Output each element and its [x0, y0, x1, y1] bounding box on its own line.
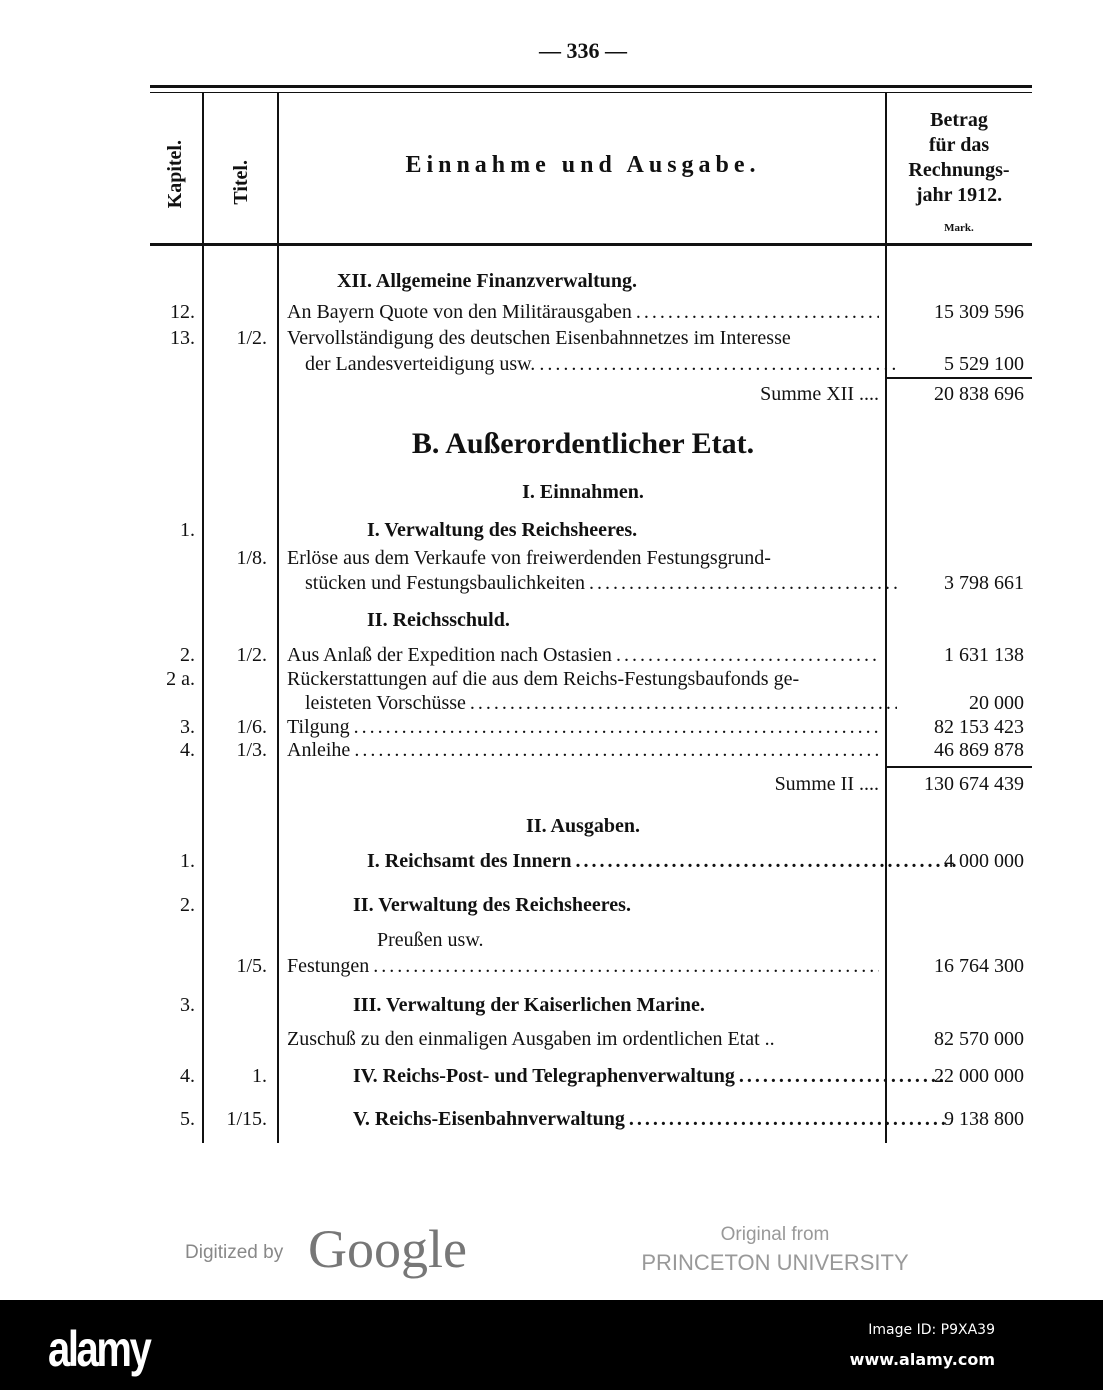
description-cell	[287, 1064, 945, 1088]
amount-cell: 22 000 000	[934, 1065, 1024, 1087]
table-row	[150, 1064, 1030, 1088]
header-amount	[888, 108, 1030, 208]
header-amount-line: für das	[928, 134, 990, 156]
table-row	[150, 1107, 1030, 1131]
titel-cell: 1/2.	[236, 644, 267, 666]
kapitel-cell: 4.	[180, 739, 195, 761]
titel-cell: 1/8.	[236, 547, 267, 569]
description-cell	[287, 928, 969, 952]
table-row	[150, 893, 1030, 917]
description-cell	[287, 546, 879, 570]
description-text: leisteten Vorschüsse	[305, 692, 466, 714]
amount-cell: 20 000	[969, 692, 1024, 714]
sum-rule-xii	[886, 377, 1032, 379]
description-cell	[287, 1027, 879, 1051]
titel-cell: 1/2.	[236, 327, 267, 349]
description-text: Summe XII ....	[760, 383, 879, 405]
amount-cell: 5 529 100	[944, 353, 1024, 375]
amount-cell: 82 570 000	[934, 1028, 1024, 1050]
top-rule-thin	[150, 92, 1032, 93]
alamy-logo: alamy	[48, 1321, 150, 1377]
table-row	[150, 1027, 1030, 1051]
description-cell	[287, 667, 879, 691]
table-row	[150, 772, 1030, 796]
description-cell	[287, 269, 929, 293]
description-text: Anleihe	[287, 739, 351, 761]
description-text: Rückerstattungen auf die aus dem Reichs-Festungsbaufonds ge-	[287, 668, 800, 690]
kapitel-cell: 2.	[180, 644, 195, 666]
description-text: B. Außerordentlicher Etat.	[411, 432, 755, 456]
table-row	[150, 814, 1030, 838]
description-text: Preußen usw.	[377, 929, 484, 951]
description-cell	[287, 608, 959, 632]
description-cell	[287, 691, 897, 715]
header-main: Einnahme und Ausgabe.	[405, 152, 761, 178]
table-row	[150, 432, 1030, 456]
dot-leader	[354, 738, 879, 762]
description-text: Summe II ....	[774, 773, 879, 795]
header-amount-unit: Mark.	[944, 222, 974, 234]
description-cell	[287, 738, 879, 762]
header-titel: Titel.	[230, 160, 252, 205]
description-cell	[287, 300, 879, 324]
kapitel-cell: 2.	[180, 894, 195, 916]
amount-cell: 82 153 423	[934, 716, 1024, 738]
description-text: Erlöse aus dem Verkaufe von freiwerdenden Festungsgrund-	[287, 547, 771, 569]
description-text: Aus Anlaß der Expedition nach Ostasien	[287, 644, 612, 666]
description-cell	[287, 432, 879, 456]
kapitel-cell: 13.	[170, 327, 195, 349]
table-row	[150, 738, 1030, 762]
table-row	[150, 269, 1030, 293]
amount-cell: 9 138 800	[944, 1108, 1024, 1130]
amount-cell: 15 309 596	[934, 301, 1024, 323]
description-cell	[287, 382, 879, 406]
description-text: III. Verwaltung der Kaiserlichen Marine.	[353, 994, 705, 1016]
description-cell	[287, 480, 879, 504]
dot-leader	[354, 715, 879, 739]
description-cell	[287, 1107, 945, 1131]
titel-cell: 1/3.	[236, 739, 267, 761]
original-from-label: Original from	[720, 1224, 830, 1245]
table-row	[150, 382, 1030, 406]
description-cell	[287, 849, 959, 873]
table-row	[150, 352, 1030, 376]
description-cell	[287, 993, 945, 1017]
watermark-bar	[0, 1300, 1103, 1390]
description-text: der Landesverteidigung usw.	[305, 353, 536, 375]
kapitel-cell: 2 a.	[166, 668, 195, 690]
table-row	[150, 480, 1030, 504]
titel-cell: 1.	[252, 1065, 267, 1087]
description-cell	[287, 814, 879, 838]
description-cell	[287, 352, 897, 376]
header-rule	[150, 243, 1032, 246]
table-row	[150, 326, 1030, 350]
dot-leader	[373, 954, 879, 978]
description-text: An Bayern Quote von den Militärausgaben	[287, 301, 632, 323]
table-row	[150, 300, 1030, 324]
image-id: Image ID: P9XA39	[868, 1322, 995, 1338]
titel-cell: 1/15.	[226, 1108, 267, 1130]
amount-cell: 16 764 300	[934, 955, 1024, 977]
amount-cell: 1 631 138	[944, 644, 1024, 666]
kapitel-cell: 5.	[180, 1108, 195, 1130]
description-cell	[287, 518, 959, 542]
amount-cell: 46 869 878	[934, 739, 1024, 761]
description-text: I. Einnahmen.	[522, 481, 644, 503]
description-text: Zuschuß zu den einmaligen Ausgaben im ordentlichen Etat ..	[287, 1028, 775, 1050]
titel-cell: 1/5.	[236, 955, 267, 977]
description-text: II. Ausgaben.	[526, 815, 640, 837]
table-row	[150, 667, 1030, 691]
table-row	[150, 993, 1030, 1017]
kapitel-cell: 1.	[180, 519, 195, 541]
titel-cell: 1/6.	[236, 716, 267, 738]
sum-rule-ii	[886, 766, 1032, 768]
dot-leader	[470, 691, 897, 715]
description-text: Tilgung	[287, 716, 350, 738]
description-cell	[287, 772, 879, 796]
header-amount-line: Betrag	[930, 109, 988, 131]
description-text: stücken und Festungsbaulichkeiten	[305, 572, 585, 594]
description-cell	[287, 893, 945, 917]
table-row	[150, 954, 1030, 978]
dot-leader	[589, 571, 897, 595]
description-cell	[287, 326, 879, 350]
table-row	[150, 691, 1030, 715]
description-text: I. Reichsamt des Innern	[367, 850, 572, 872]
dot-leader	[616, 643, 879, 667]
description-text: II. Reichsschuld.	[367, 609, 510, 631]
table-row	[150, 518, 1030, 542]
description-text: IV. Reichs-Post- und Telegraphenverwaltung	[353, 1065, 735, 1087]
table-row	[150, 715, 1030, 739]
table-row	[150, 546, 1030, 570]
description-text: V. Reichs-Eisenbahnverwaltung	[353, 1108, 625, 1130]
dot-leader	[636, 300, 879, 324]
table-row	[150, 643, 1030, 667]
header-amount-line: jahr 1912.	[915, 184, 1003, 206]
header-amount-line: Rechnungs-	[908, 159, 1010, 181]
kapitel-cell: 1.	[180, 850, 195, 872]
description-text: II. Verwaltung des Reichsheeres.	[353, 894, 631, 916]
table-row	[150, 571, 1030, 595]
kapitel-cell: 3.	[180, 716, 195, 738]
kapitel-cell: 4.	[180, 1065, 195, 1087]
google-logo: Google	[308, 1219, 467, 1279]
table-row	[150, 608, 1030, 632]
header-kapitel: Kapitel.	[164, 140, 186, 209]
page-number: — 336 —	[539, 38, 627, 63]
description-cell	[287, 954, 879, 978]
dot-leader	[539, 352, 897, 376]
digitized-by-label: Digitized by	[185, 1242, 284, 1263]
table-row	[150, 849, 1030, 873]
top-rule-thick	[150, 85, 1032, 88]
description-text: XII. Allgemeine Finanzverwaltung.	[337, 270, 637, 292]
table-row	[150, 928, 1030, 952]
description-cell	[287, 571, 897, 595]
institution-name: PRINCETON UNIVERSITY	[641, 1250, 909, 1275]
description-text: I. Verwaltung des Reichsheeres.	[367, 519, 638, 541]
description-text: Vervollständigung des deutschen Eisenbahnnetzes im Interesse	[287, 327, 791, 349]
amount-cell: 4 000 000	[944, 850, 1024, 872]
amount-cell: 20 838 696	[934, 383, 1024, 405]
description-text: Festungen	[287, 955, 370, 977]
kapitel-cell: 12.	[170, 301, 195, 323]
description-cell	[287, 643, 879, 667]
amount-cell: 130 674 439	[924, 773, 1024, 795]
kapitel-cell: 3.	[180, 994, 195, 1016]
alamy-url: www.alamy.com	[849, 1350, 995, 1369]
amount-cell: 3 798 661	[944, 572, 1024, 594]
description-cell	[287, 715, 879, 739]
